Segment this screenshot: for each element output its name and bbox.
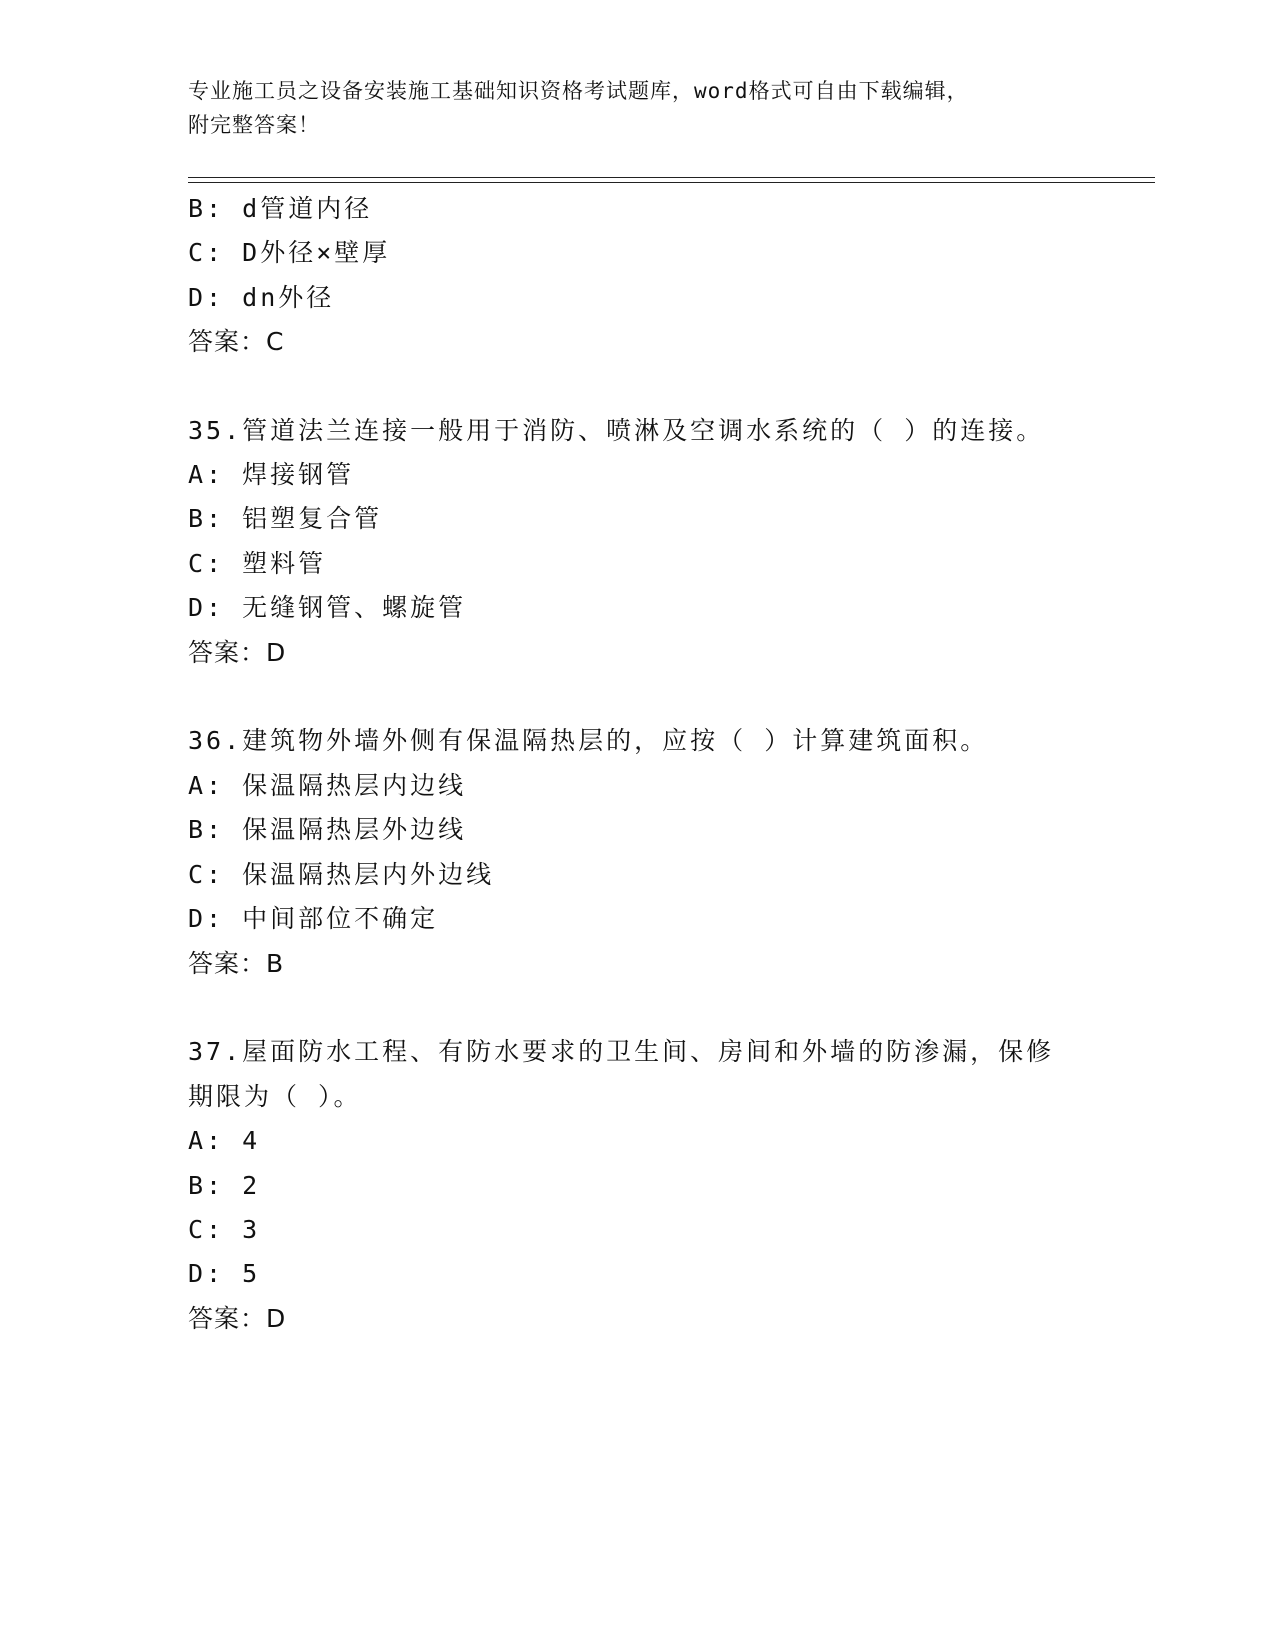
q36-option-a: A: 保温隔热层内边线 (188, 771, 467, 800)
prev-answer: 答案：C (188, 327, 285, 356)
header-line-1: 专业施工员之设备安装施工基础知识资格考试题库，word格式可自由下载编辑， (188, 79, 969, 103)
q37-option-d: D: 5 (188, 1259, 261, 1288)
q37-option-a: A: 4 (188, 1126, 261, 1155)
q35-answer: 答案：D (188, 638, 287, 667)
q35-stem: 35.管道法兰连接一般用于消防、喷淋及空调水系统的（ ）的连接。 (188, 416, 1045, 445)
q37-stem-line-1: 37.屋面防水工程、有防水要求的卫生间、房间和外墙的防渗漏，保修 (188, 1037, 1055, 1066)
prev-option-b: B: d管道内径 (188, 194, 373, 223)
q37-option-b: B: 2 (188, 1171, 261, 1200)
q35-option-d: D: 无缝钢管、螺旋管 (188, 593, 467, 622)
header-line-2: 附完整答案！ (188, 113, 320, 137)
q35-option-c: C: 塑料管 (188, 549, 327, 578)
q37-stem-line-2: 期限为（ ）。 (188, 1082, 362, 1111)
q35-option-a: A: 焊接钢管 (188, 460, 355, 489)
q36-answer: 答案：B (188, 949, 285, 978)
q36-stem: 36.建筑物外墙外侧有保温隔热层的，应按（ ）计算建筑面积。 (188, 726, 989, 755)
q36-option-c: C: 保温隔热层内外边线 (188, 860, 495, 889)
q37-option-c: C: 3 (188, 1215, 261, 1244)
q36-option-d: D: 中间部位不确定 (188, 904, 439, 933)
document-header (188, 74, 1088, 142)
q36-option-b: B: 保温隔热层外边线 (188, 815, 467, 844)
q35-option-b: B: 铝塑复合管 (188, 504, 383, 533)
header-divider-bottom (188, 182, 1155, 183)
prev-option-d: D: dn外径 (188, 283, 335, 312)
q37-answer: 答案：D (188, 1304, 287, 1333)
prev-option-c: C: D外径×壁厚 (188, 238, 391, 267)
header-divider-top (188, 177, 1155, 178)
